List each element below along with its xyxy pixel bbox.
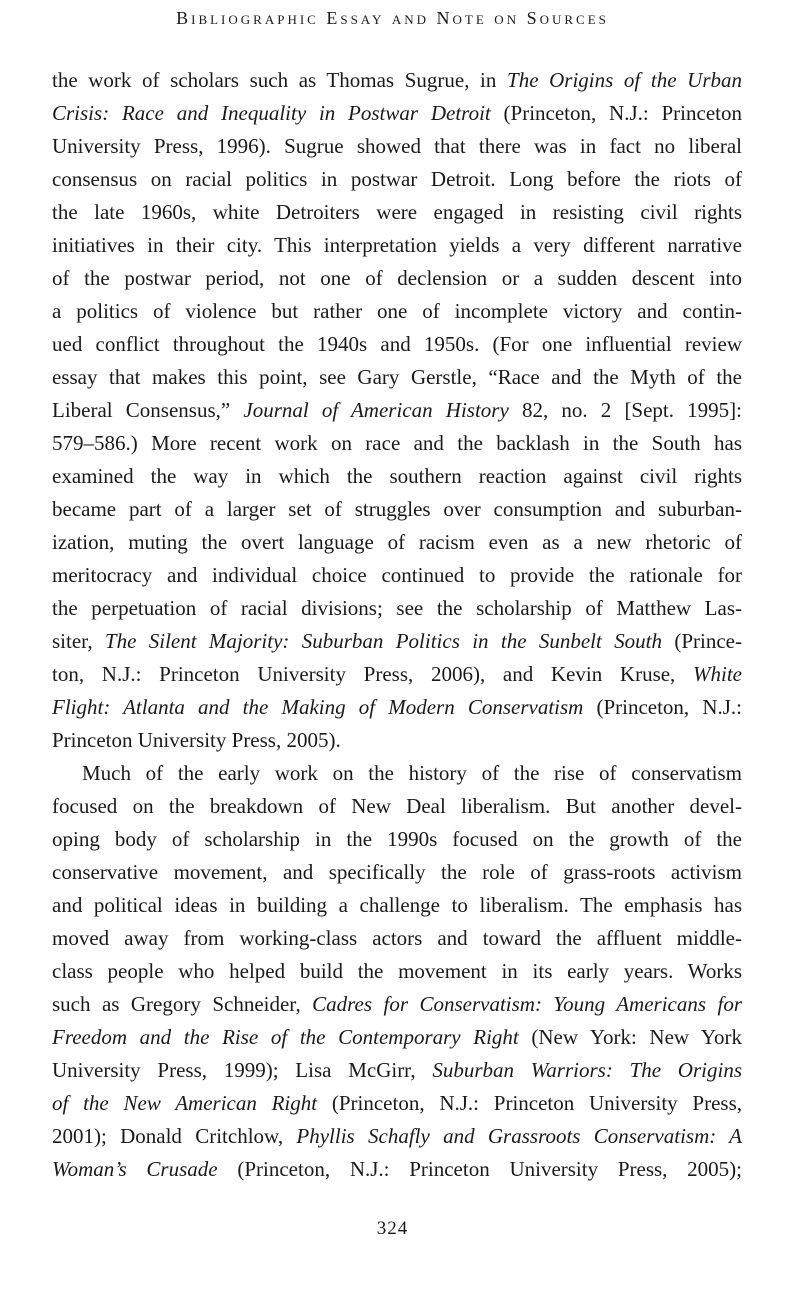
text-line	[52, 196, 742, 229]
text-segment: oping body of scholarship in the 1990s focused on the growth of the	[52, 827, 742, 851]
text-line	[52, 460, 742, 493]
paragraph	[52, 64, 742, 757]
text-line	[52, 724, 742, 757]
italic-title-segment: Woman’s Crusade	[52, 1157, 218, 1181]
text-segment: moved away from working-class actors and toward the affluent middle-	[52, 926, 742, 950]
text-segment: ization, muting the overt language of racism even as a new rhetoric of	[52, 530, 742, 554]
text-line	[52, 856, 742, 889]
text-segment: such as Gregory Schneider,	[52, 992, 313, 1016]
italic-title-segment: Journal of American History	[243, 398, 509, 422]
text-segment: (Princeton, N.J.: Princeton University Press, 2005);	[217, 1157, 742, 1181]
text-segment: ton, N.J.: Princeton University Press, 2006), and Kevin Kruse,	[52, 662, 694, 686]
text-segment: consensus on racial politics in postwar Detroit. Long before the riots of	[52, 167, 742, 191]
italic-title-segment: The Silent Majority: Suburban Politics in the Sunbelt South	[104, 629, 663, 653]
text-line	[52, 955, 742, 988]
running-head: Bibliographic Essay and Note on Sources	[176, 8, 609, 28]
text-segment: (Princeton, N.J.: Princeton	[490, 101, 742, 125]
text-segment: (Princeton, N.J.: Princeton University Press,	[317, 1091, 743, 1115]
text-line	[52, 295, 742, 328]
text-segment: the perpetuation of racial divisions; see the scholarship of Matthew Las-	[52, 596, 742, 620]
text-segment: the late 1960s, white Detroiters were engaged in resisting civil rights	[52, 200, 742, 224]
text-line	[52, 592, 742, 625]
text-line	[52, 361, 742, 394]
italic-title-segment: Phyllis Schafly and Grassroots Conservatism: A	[296, 1124, 742, 1148]
italic-title-segment: Crisis: Race and Inequality in Postwar Detroit	[52, 101, 491, 125]
text-segment: Princeton University Press, 2005).	[52, 728, 341, 752]
paragraph	[52, 757, 742, 1186]
text-line	[52, 163, 742, 196]
italic-title-segment: of the New American Right	[52, 1091, 318, 1115]
text-segment: examined the way in which the southern reaction against civil rights	[52, 464, 742, 488]
text-line	[52, 691, 742, 724]
text-segment: and political ideas in building a challenge to liberalism. The emphasis has	[52, 893, 742, 917]
text-line	[52, 1021, 742, 1054]
text-segment: essay that makes this point, see Gary Gerstle, “Race and the Myth of the	[52, 365, 742, 389]
text-segment: the work of scholars such as Thomas Sugrue, in	[52, 68, 508, 92]
text-segment: focused on the breakdown of New Deal liberalism. But another devel-	[52, 794, 742, 818]
text-line	[52, 1054, 742, 1087]
text-line	[52, 625, 742, 658]
page-number: 324	[376, 1218, 409, 1239]
body-text	[52, 64, 742, 1186]
text-line	[52, 493, 742, 526]
text-line	[52, 64, 742, 97]
text-segment: of the postwar period, not one of declension or a sudden descent into	[52, 266, 742, 290]
text-segment: 2001); Donald Critchlow,	[52, 1124, 297, 1148]
text-segment: Liberal Consensus,”	[52, 398, 244, 422]
text-line	[52, 97, 742, 130]
text-line	[52, 526, 742, 559]
text-line	[52, 757, 742, 790]
text-line	[52, 988, 742, 1021]
text-segment: (New York: New York	[518, 1025, 742, 1049]
italic-title-segment: Flight: Atlanta and the Making of Modern Conservatism	[52, 695, 584, 719]
text-line	[52, 790, 742, 823]
italic-title-segment: Freedom and the Rise of the Contemporary Right	[52, 1025, 519, 1049]
text-line	[52, 559, 742, 592]
italic-title-segment: White	[693, 662, 742, 686]
italic-title-segment: Cadres for Conservatism: Young Americans for	[312, 992, 742, 1016]
text-line	[52, 130, 742, 163]
text-segment: class people who helped build the movement in its early years. Works	[52, 959, 742, 983]
text-segment: Much of the early work on the history of the rise of conservatism	[82, 761, 742, 785]
text-line	[52, 427, 742, 460]
text-segment: (Princeton, N.J.:	[583, 695, 742, 719]
text-line	[52, 262, 742, 295]
text-line	[52, 229, 742, 262]
text-segment: University Press, 1996). Sugrue showed that there was in fact no liberal	[52, 134, 742, 158]
text-segment: ued conflict throughout the 1940s and 1950s. (For one influential review	[52, 332, 742, 356]
text-line	[52, 1153, 742, 1186]
text-segment: initiatives in their city. This interpretation yields a very different narrative	[52, 233, 742, 257]
text-line	[52, 328, 742, 361]
text-line	[52, 889, 742, 922]
italic-title-segment: Suburban Warriors: The Origins	[432, 1058, 742, 1082]
text-line	[52, 394, 742, 427]
text-segment: 82, no. 2 [Sept. 1995]:	[508, 398, 743, 422]
text-line	[52, 823, 742, 856]
text-segment: became part of a larger set of struggles over consumption and suburban-	[52, 497, 742, 521]
text-line	[52, 1120, 742, 1153]
text-line	[52, 658, 742, 691]
italic-title-segment: The Origins of the Urban	[507, 68, 742, 92]
text-line	[52, 922, 742, 955]
text-segment: conservative movement, and specifically the role of grass-roots activism	[52, 860, 742, 884]
text-segment: University Press, 1999); Lisa McGirr,	[52, 1058, 433, 1082]
text-segment: a politics of violence but rather one of incomplete victory and contin-	[52, 299, 742, 323]
text-segment: 579–586.) More recent work on race and the backlash in the South has	[52, 431, 742, 455]
text-segment: siter,	[52, 629, 105, 653]
text-segment: (Prince-	[662, 629, 742, 653]
text-segment: meritocracy and individual choice continued to provide the rationale for	[52, 563, 742, 587]
text-line	[52, 1087, 742, 1120]
